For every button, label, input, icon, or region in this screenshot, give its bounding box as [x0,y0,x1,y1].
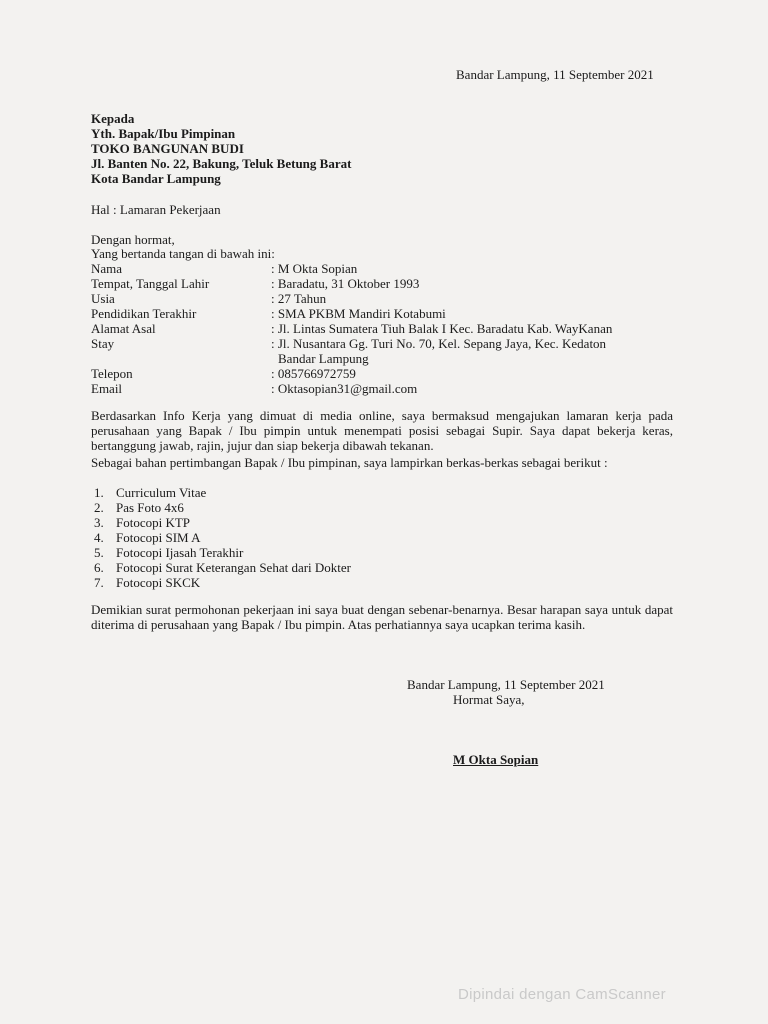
letter-date: Bandar Lampung, 11 September 2021 [456,67,654,82]
list-text: Curriculum Vitae [116,485,207,500]
recipient-line: Yth. Bapak/Ibu Pimpinan [91,126,236,141]
list-text: Pas Foto 4x6 [116,500,184,515]
list-item [94,515,351,530]
signature-regards: Hormat Saya, [453,692,525,707]
applicant-info [91,261,691,396]
list-item [94,530,351,545]
subject-line: Hal : Lamaran Pekerjaan [91,202,221,217]
signature-name: M Okta Sopian [453,752,539,767]
list-number: 7. [94,575,104,590]
info-value: : Jl. Nusantara Gg. Turi No. 70, Kel. Sepang Jaya, Kec. Kedaton [271,336,607,351]
info-row-phone [91,366,691,381]
list-number: 1. [94,485,104,500]
info-value: : 27 Tahun [271,291,327,306]
info-row-origin-address [91,321,691,336]
info-row-education [91,306,691,321]
info-row-stay-continued [91,351,691,366]
info-label: Telepon [91,366,133,381]
info-row-email [91,381,691,396]
list-text: Fotocopi SKCK [116,575,201,590]
list-number: 6. [94,560,104,575]
greeting: Dengan hormat, [91,232,175,247]
body-paragraph-2: Sebagai bahan pertimbangan Bapak / Ibu pimpinan, saya lampirkan berkas-berkas sebagai berikut : [91,455,608,470]
recipient-line: Jl. Banten No. 22, Bakung, Teluk Betung Barat [91,156,352,171]
info-label: Nama [91,261,123,276]
info-value: : Baradatu, 31 Oktober 1993 [271,276,420,291]
list-text: Fotocopi Surat Keterangan Sehat dari Dokter [116,560,352,575]
info-value: : Jl. Lintas Sumatera Tiuh Balak I Kec. Baradatu Kab. WayKanan [271,321,613,336]
info-row-stay [91,336,691,351]
info-label: Tempat, Tanggal Lahir [91,276,210,291]
info-value: Bandar Lampung [278,351,369,366]
info-row-birth [91,276,691,291]
info-row-age [91,291,691,306]
info-value: : 085766972759 [271,366,356,381]
list-number: 4. [94,530,104,545]
info-label: Usia [91,291,115,306]
info-value: : Oktasopian31@gmail.com [271,381,418,396]
list-number: 5. [94,545,104,560]
camscanner-watermark: Dipindai dengan CamScanner [458,986,666,1003]
recipient-line: TOKO BANGUNAN BUDI [91,141,244,156]
info-label: Email [91,381,123,396]
info-value: : SMA PKBM Mandiri Kotabumi [271,306,446,321]
list-item [94,485,351,500]
signature-date: Bandar Lampung, 11 September 2021 [407,677,605,692]
info-value: : M Okta Sopian [271,261,358,276]
list-text: Fotocopi Ijasah Terakhir [116,545,244,560]
recipient-line: Kepada [91,111,135,126]
info-label: Stay [91,336,115,351]
info-row-name [91,261,691,276]
list-item [94,545,351,560]
recipient-line: Kota Bandar Lampung [91,171,221,186]
body-paragraph-1: Berdasarkan Info Kerja yang dimuat di media online, saya bermaksud mengajukan lamaran kerja pada perusahaan yang Bapak / Ibu pimpin untuk menempati posisi sebagai Supir. Saya dapat bekerja keras, bertanggung jawab, rajin, jujur dan siap bekerja dibawah tekanan. [91,408,673,453]
attachment-list [94,485,351,590]
recipient-block [91,111,351,186]
list-number: 3. [94,515,104,530]
info-label: Alamat Asal [91,321,156,336]
intro-line: Yang bertanda tangan di bawah ini: [91,246,275,261]
list-number: 2. [94,500,104,515]
list-text: Fotocopi KTP [116,515,191,530]
closing-paragraph: Demikian surat permohonan pekerjaan ini saya buat dengan sebenar-benarnya. Besar harapan saya untuk dapat diterima di perusahaan yang Bapak / Ibu pimpin. Atas perhatiannya saya ucapkan terima kasih. [91,602,673,632]
list-text: Fotocopi SIM A [116,530,201,545]
list-item [94,575,351,590]
list-item [94,560,351,575]
info-label: Pendidikan Terakhir [91,306,197,321]
list-item [94,500,351,515]
